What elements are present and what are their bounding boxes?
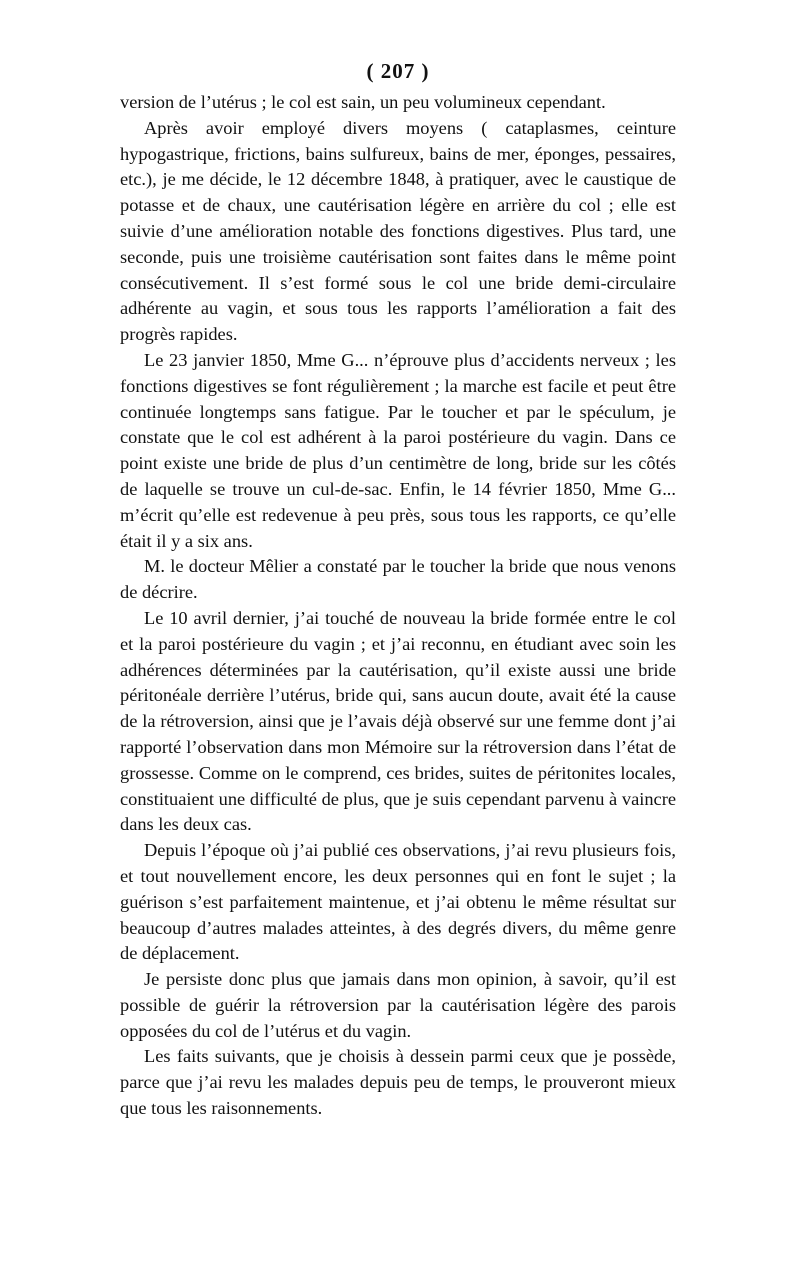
paragraph-3: Le 23 janvier 1850, Mme G... n’éprouve plus d’accidents nerveux ; les fonctions digestives se font régulièrement ; la marche est facile et peut être continuée longtemps sans fatigue. Par le toucher et par le spéculum, je constate que le col est adhérent à la paroi postérieure du vagin. Dans ce point existe une bride de plus d’un centimètre de long, bride sur les côtés de laquelle se trouve un cul-de-sac. Enfin, le 14 février 1850, Mme G... m’écrit qu’elle est redevenue à peu près, sous tous les rapports, ce qu’elle était il y a six ans.: [120, 349, 676, 551]
paragraph-8: Les faits suivants, que je choisis à dessein parmi ceux que je possède, parce que j’ai revu les malades depuis peu de temps, le prouveront mieux que tous les raisonnements.: [120, 1046, 676, 1119]
paragraph-1: version de l’utérus ; le col est sain, un peu volumineux cependant.: [120, 92, 606, 112]
book-page: [120, 56, 676, 1122]
paragraph-2: Après avoir employé divers moyens ( cataplasmes, ceinture hypogastrique, frictions, bains sulfureux, bains de mer, éponges, pessaires, etc.), je me décide, le 12 décembre 1848, à pratiquer, avec le caustique de potasse et de chaux, une cautérisation légère en arrière du col ; elle est suivie d’une amélioration notable des fonctions digestives. Plus tard, une seconde, puis une troisième cautérisation sont faites dans le même point consécutivement. Il s’est formé sous le col une bride demi-circulaire adhérente au vagin, et sous tous les rapports l’amélioration a fait des progrès rapides.: [120, 117, 676, 345]
paragraph-6: Depuis l’époque où j’ai publié ces observations, j’ai revu plusieurs fois, et tout nouvellement encore, les deux personnes qui en font le sujet ; la guérison s’est parfaitement maintenue, et j’ai obtenu le même résultat sur beaucoup d’autres malades atteintes, à des degrés divers, du même genre de déplacement.: [120, 840, 676, 964]
paragraph-5: Le 10 avril dernier, j’ai touché de nouveau la bride formée entre le col et la paroi postérieure du vagin ; et j’ai reconnu, en étudiant avec soin les adhérences déterminées par la cautérisation, qu’il existe aussi une bride péritonéale derrière l’utérus, bride qui, sans aucun doute, avait été la cause de la rétroversion, ainsi que je l’avais déjà observé sur une femme dont j’ai rapporté l’observation dans mon Mémoire sur la rétroversion dans l’état de grossesse. Comme on le comprend, ces brides, suites de péritonites locales, constituaient une difficulté de plus, que je suis cependant parvenu à vaincre dans les deux cas.: [120, 607, 676, 835]
paragraph-7: Je persiste donc plus que jamais dans mon opinion, à savoir, qu’il est possible de guérir la rétroversion par la cautérisation légère des parois opposées du col de l’utérus et du vagin.: [120, 969, 676, 1041]
paragraph-4: M. le docteur Mêlier a constaté par le toucher la bride que nous venons de décrire.: [120, 556, 676, 603]
page-number: ( 207 ): [366, 59, 430, 83]
